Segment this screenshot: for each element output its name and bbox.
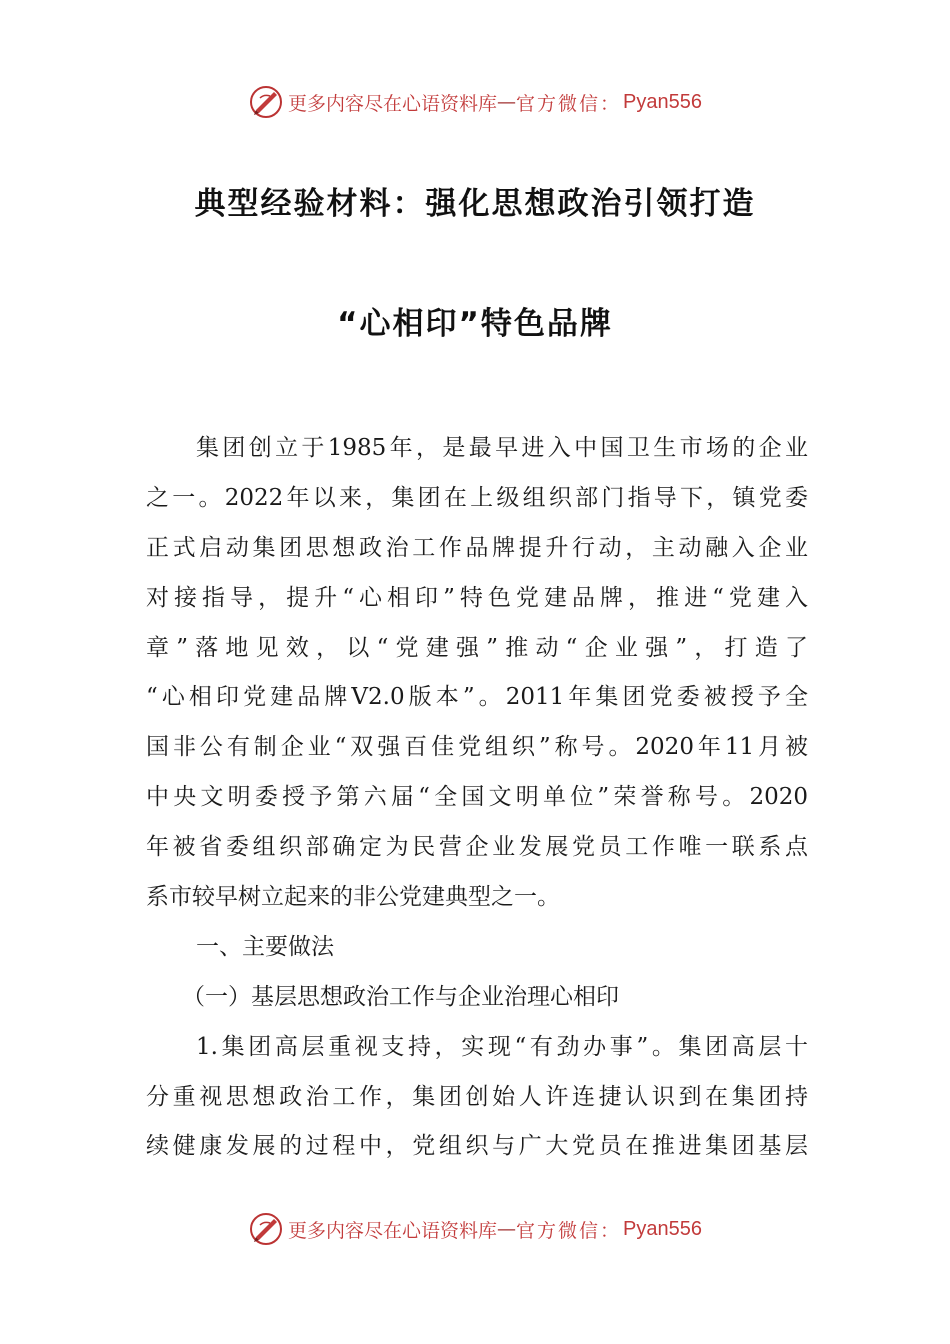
document-body <box>146 424 808 1172</box>
footer-banner <box>0 1209 950 1249</box>
document-title-line-1: 典型经验材料：强化思想政治引领打造 <box>194 186 756 222</box>
pen-logo-icon <box>248 84 284 120</box>
body-line: 集团创立于1985年，是最早进入中国卫生市场的企业 <box>196 435 808 461</box>
body-line: 正式启动集团思想政治工作品牌提升行动，主动融入企业 <box>146 534 808 561</box>
banner-wechat-id: Pyan556 <box>623 1217 702 1240</box>
banner-wechat-label: 官方微信： <box>516 1219 622 1242</box>
body-line: 国非公有制企业“双强百佳党组织”称号。2020年11月被 <box>146 734 808 761</box>
banner-wechat-id: Pyan556 <box>623 90 702 113</box>
body-line: 之一。2022年以来，集团在上级组织部门指导下，镇党委 <box>146 484 808 511</box>
section-heading: 一、主要做法 <box>196 933 334 960</box>
banner-site-text: 更多内容尽在心语资料库 <box>288 92 498 115</box>
body-line: 系市较早树立起来的非公党建典型之一。 <box>146 884 560 911</box>
subsection-heading: （一）基层思想政治工作与企业治理心相印 <box>182 983 619 1010</box>
body-line: “心相印党建品牌V2.0版本”。2011年集团党委被授予全 <box>146 684 808 711</box>
banner-wechat-label: 官方微信： <box>516 92 622 115</box>
banner-dash: — <box>497 91 517 113</box>
body-line: 分重视思想政治工作，集团创始人许连捷认识到在集团持 <box>146 1083 808 1110</box>
body-line: 对接指导，提升“心相印”特色党建品牌，推进“党建入 <box>146 584 808 611</box>
body-line: 章”落地见效，以“党建强”推动“企业强”，打造了 <box>146 634 808 661</box>
body-line: 中央文明委授予第六届“全国文明单位”荣誉称号。2020 <box>146 784 808 811</box>
header-banner <box>0 82 950 122</box>
pen-logo-icon <box>248 1211 284 1247</box>
document-title-line-2: “心相印”特色品牌 <box>337 306 613 342</box>
body-line: 续健康发展的过程中，党组织与广大党员在推进集团基层 <box>146 1133 808 1160</box>
banner-dash: — <box>497 1218 517 1240</box>
body-line: 年被省委组织部确定为民营企业发展党员工作唯一联系点 <box>146 834 808 861</box>
banner-site-text: 更多内容尽在心语资料库 <box>288 1219 498 1242</box>
body-line: 1.集团高层重视支持，实现“有劲办事”。集团高层十 <box>196 1033 808 1060</box>
